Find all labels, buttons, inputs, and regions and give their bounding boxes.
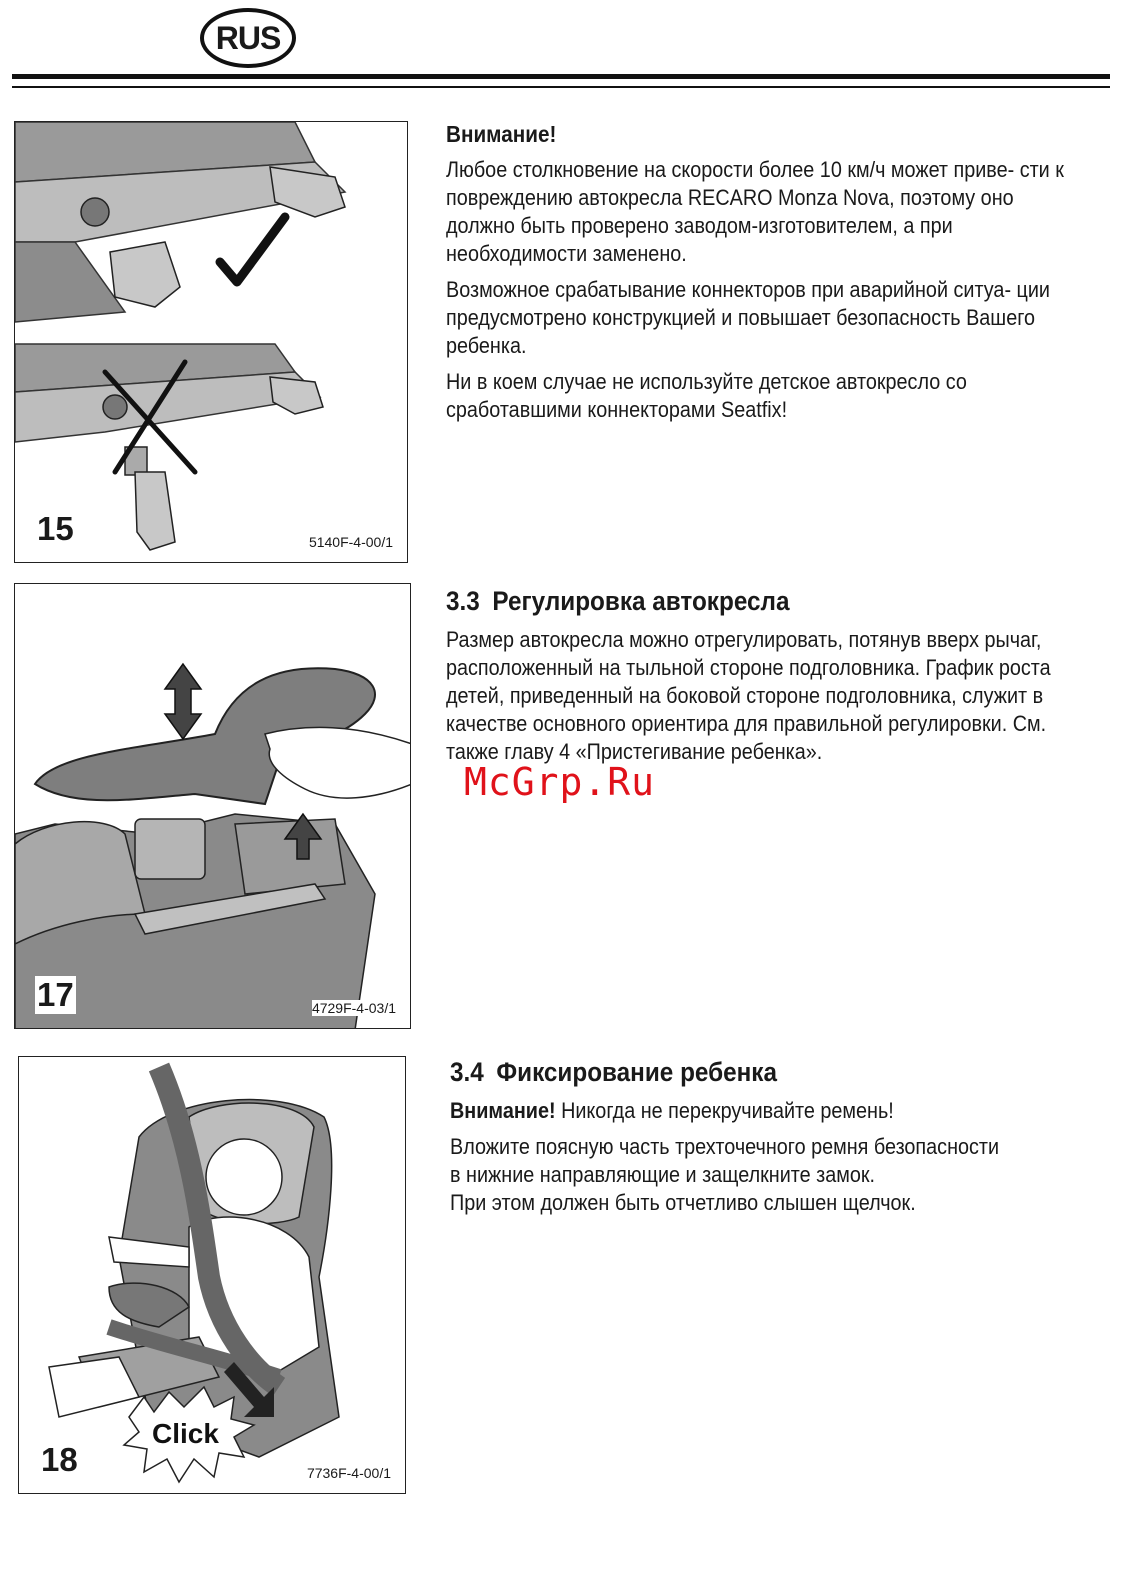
paragraph-line: При этом должен быть отчетливо слышен щелчок. — [450, 1190, 916, 1215]
warning-line — [450, 1097, 1071, 1125]
warning-label: Внимание! — [450, 1098, 556, 1123]
section-title: Фиксирование ребенка — [496, 1057, 777, 1087]
section-number: 3.4 — [450, 1057, 484, 1087]
figure-18-illustration — [19, 1057, 406, 1494]
language-badge-label: RUS — [215, 19, 281, 56]
paragraph: Размер автокресла можно отрегулировать, потянув вверх рычаг, расположенный на тыльной стороне подголовника. График роста детей, приведенный на боковой стороне подголовника, служит в качестве основного ориентира для правильной регулировки. См. также главу 4 «Пристегивание ребенка». — [446, 627, 1051, 764]
figure-18 — [18, 1056, 406, 1494]
watermark: McGrp.Ru — [464, 760, 656, 804]
header-rule-thick — [12, 74, 1110, 79]
section-number: 3.3 — [446, 586, 480, 616]
paragraph-line: в нижние направляющие и защелкните замок. — [450, 1162, 876, 1187]
figure-code: 7736F-4-00/1 — [306, 1465, 391, 1481]
section-title: Регулировка автокресла — [492, 586, 790, 616]
paragraph: Возможное срабатывание коннекторов при аварийной ситуа- ции предусмотрено конструкцией и повышает безопасность Вашего ребенка. — [446, 277, 1050, 358]
paragraph-line: Вложите поясную часть трехточечного ремня безопасности — [450, 1134, 1000, 1159]
figure-15-illustration — [15, 122, 408, 563]
paragraph: Ни в коем случае не используйте детское автокресло со сработавшими коннекторами Seatfix! — [446, 369, 967, 422]
warning-text: Никогда не перекручивайте ремень! — [555, 1098, 894, 1123]
language-badge — [200, 8, 296, 68]
figure-code: 5140F-4-00/1 — [308, 534, 393, 550]
header-rule-thin — [12, 86, 1110, 88]
figure-17 — [14, 583, 411, 1029]
figure-15 — [14, 121, 408, 563]
warning-title: Внимание! — [446, 121, 557, 147]
click-label: Click — [152, 1418, 219, 1449]
figure-number: 17 — [37, 976, 74, 1013]
section-3-4 — [450, 1055, 1071, 1217]
figure-number: 18 — [41, 1441, 78, 1478]
section-heading — [446, 584, 1067, 618]
section-warning-collision — [446, 120, 1081, 432]
figure-code: 4729F-4-03/1 — [311, 1000, 396, 1016]
figure-17-illustration — [15, 584, 411, 1029]
figure-number: 15 — [37, 510, 74, 547]
section-3-3 — [446, 584, 1067, 774]
section-heading — [450, 1055, 1071, 1089]
paragraph: Любое столкновение на скорости более 10 км/ч может приве- сти к повреждению автокресла RECARO Monza Nova, поэтому оно должно быть проверено заводом-изготовителем, а при необходимости заменено. — [446, 157, 1064, 266]
